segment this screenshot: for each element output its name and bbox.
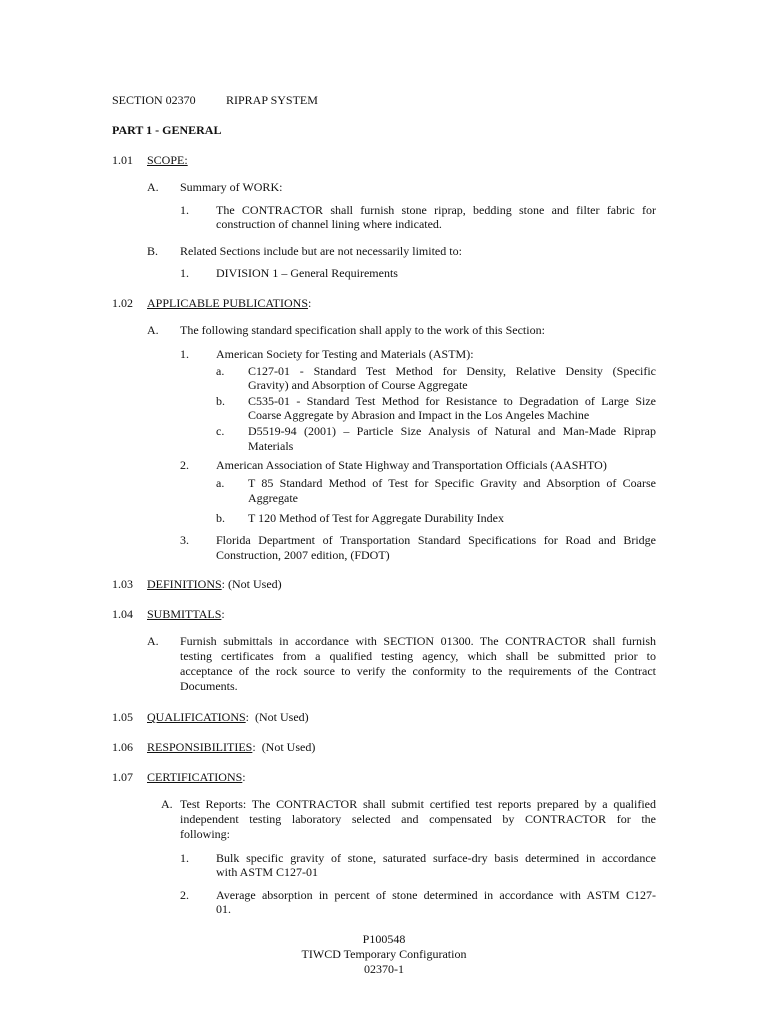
subitem-text-line: T 85 Standard Method of Test for Specific Gravity and Absorption of Coarse [248, 476, 656, 490]
item-text-line: The CONTRACTOR shall furnish stone riprap, bedding stone and filter fabric for [216, 203, 656, 217]
paragraph-label: B. [147, 244, 159, 258]
article-number: 1.02 [112, 296, 133, 310]
subitem-label: b. [216, 511, 225, 525]
subitem-text-line: Aggregate [248, 491, 298, 505]
article-title-line: CERTIFICATIONS: [147, 770, 246, 784]
item-text-line: construction of channel lining where indicated. [216, 217, 442, 231]
subitem-label: a. [216, 476, 225, 490]
paragraph-text-line: following: [180, 827, 230, 841]
item-number: 1. [180, 347, 189, 361]
paragraph-text-line: independent testing laboratory selected and compensated by CONTRACTOR for the [180, 812, 656, 826]
subitem-text-line: D5519-94 (2001) – Particle Size Analysis of Natural and Man-Made Riprap [248, 424, 656, 438]
item-number: 2. [180, 458, 189, 472]
article-title: DEFINITIONS [147, 577, 222, 591]
paragraph-label: A. [147, 323, 159, 337]
item-number: 1. [180, 266, 189, 280]
article-title-line: APPLICABLE PUBLICATIONS: [147, 296, 312, 310]
paragraph-text: Related Sections include but are not necessarily limited to: [180, 244, 462, 258]
item-number: 3. [180, 533, 189, 547]
subitem-text-line: Gravity) and Absorption of Course Aggregate [248, 378, 468, 392]
article-title: SUBMITTALS [147, 607, 222, 621]
item-text-line: with ASTM C127-01 [216, 865, 319, 879]
item-text-line: 01. [216, 902, 231, 916]
paragraph-text-line: acceptance of the rock source to verify the conformity to the requirements of the Contract [180, 664, 656, 678]
article-note: (Not Used) [261, 740, 316, 754]
article-number: 1.06 [112, 740, 133, 754]
paragraph-text-line: Documents. [180, 679, 238, 693]
paragraph-text: The following standard specification shall apply to the work of this Section: [180, 323, 545, 337]
subitem-text-line: Materials [248, 439, 294, 453]
article-number: 1.03 [112, 577, 133, 591]
article-note: (Not Used) [255, 710, 309, 724]
item-text-line: Bulk specific gravity of stone, saturated surface-dry basis determined in accordance [216, 851, 656, 865]
subitem-label: a. [216, 364, 225, 378]
article-title: APPLICABLE PUBLICATIONS [147, 296, 309, 310]
footer-project-number: P100548 [362, 932, 406, 946]
paragraph-text: Summary of WORK: [180, 180, 283, 194]
paragraph-text-line: Furnish submittals in accordance with SECTION 01300. The CONTRACTOR shall furnish [180, 634, 656, 648]
paragraph-label: A. [161, 797, 173, 811]
subitem-text-line: C127-01 - Standard Test Method for Density, Relative Density (Specific [248, 364, 656, 378]
article-title-line: SUBMITTALS: [147, 607, 225, 621]
paragraph-text-line: testing certificates from a qualified testing agency, which shall be submitted prior to [180, 649, 656, 663]
item-text-line: Construction, 2007 edition, (FDOT) [216, 548, 390, 562]
subitem-text-line: C535-01 - Standard Test Method for Resistance to Degradation of Large Size [248, 394, 656, 408]
article-title: CERTIFICATIONS [147, 770, 243, 784]
subitem-text-line: Coarse Aggregate by Abrasion and Impact in the Los Angeles Machine [248, 408, 590, 422]
article-title-line: QUALIFICATIONS: (Not Used) [147, 710, 309, 724]
section-title: RIPRAP SYSTEM [226, 93, 318, 107]
item-text-line: Average absorption in percent of stone determined in accordance with ASTM C127- [216, 888, 656, 902]
article-title-line: DEFINITIONS: (Not Used) [147, 577, 282, 591]
paragraph-label: A. [147, 634, 159, 648]
item-text-line: Florida Department of Transportation Standard Specifications for Road and Bridge [216, 533, 656, 547]
subitem-label: c. [216, 424, 225, 438]
footer-project-name: TIWCD Temporary Configuration [301, 947, 467, 961]
article-note: (Not Used) [228, 577, 282, 591]
item-number: 1. [180, 851, 189, 865]
part-heading: PART 1 - GENERAL [112, 123, 222, 137]
article-number: 1.07 [112, 770, 133, 784]
article-number: 1.01 [112, 153, 133, 167]
item-number: 2. [180, 888, 189, 902]
item-text-line: American Association of State Highway and Transportation Officials (AASHTO) [216, 458, 607, 472]
item-number: 1. [180, 203, 189, 217]
item-text-line: American Society for Testing and Materials (ASTM): [216, 347, 474, 361]
item-text-line: DIVISION 1 – General Requirements [216, 266, 398, 280]
article-number: 1.04 [112, 607, 133, 621]
article-title: SCOPE: [147, 153, 188, 167]
footer-page-number: 02370-1 [364, 962, 404, 976]
article-number: 1.05 [112, 710, 133, 724]
paragraph-label: A. [147, 180, 159, 194]
subitem-text-line: T 120 Method of Test for Aggregate Durability Index [248, 511, 504, 525]
subitem-label: b. [216, 394, 225, 408]
paragraph-text-line: Test Reports: The CONTRACTOR shall submit certified test reports prepared by a qualified [180, 797, 656, 811]
article-title-line: RESPONSIBILITIES: (Not Used) [147, 740, 316, 754]
article-title: QUALIFICATIONS [147, 710, 246, 724]
section-number: SECTION 02370 [112, 93, 196, 107]
article-title: RESPONSIBILITIES [147, 740, 253, 754]
